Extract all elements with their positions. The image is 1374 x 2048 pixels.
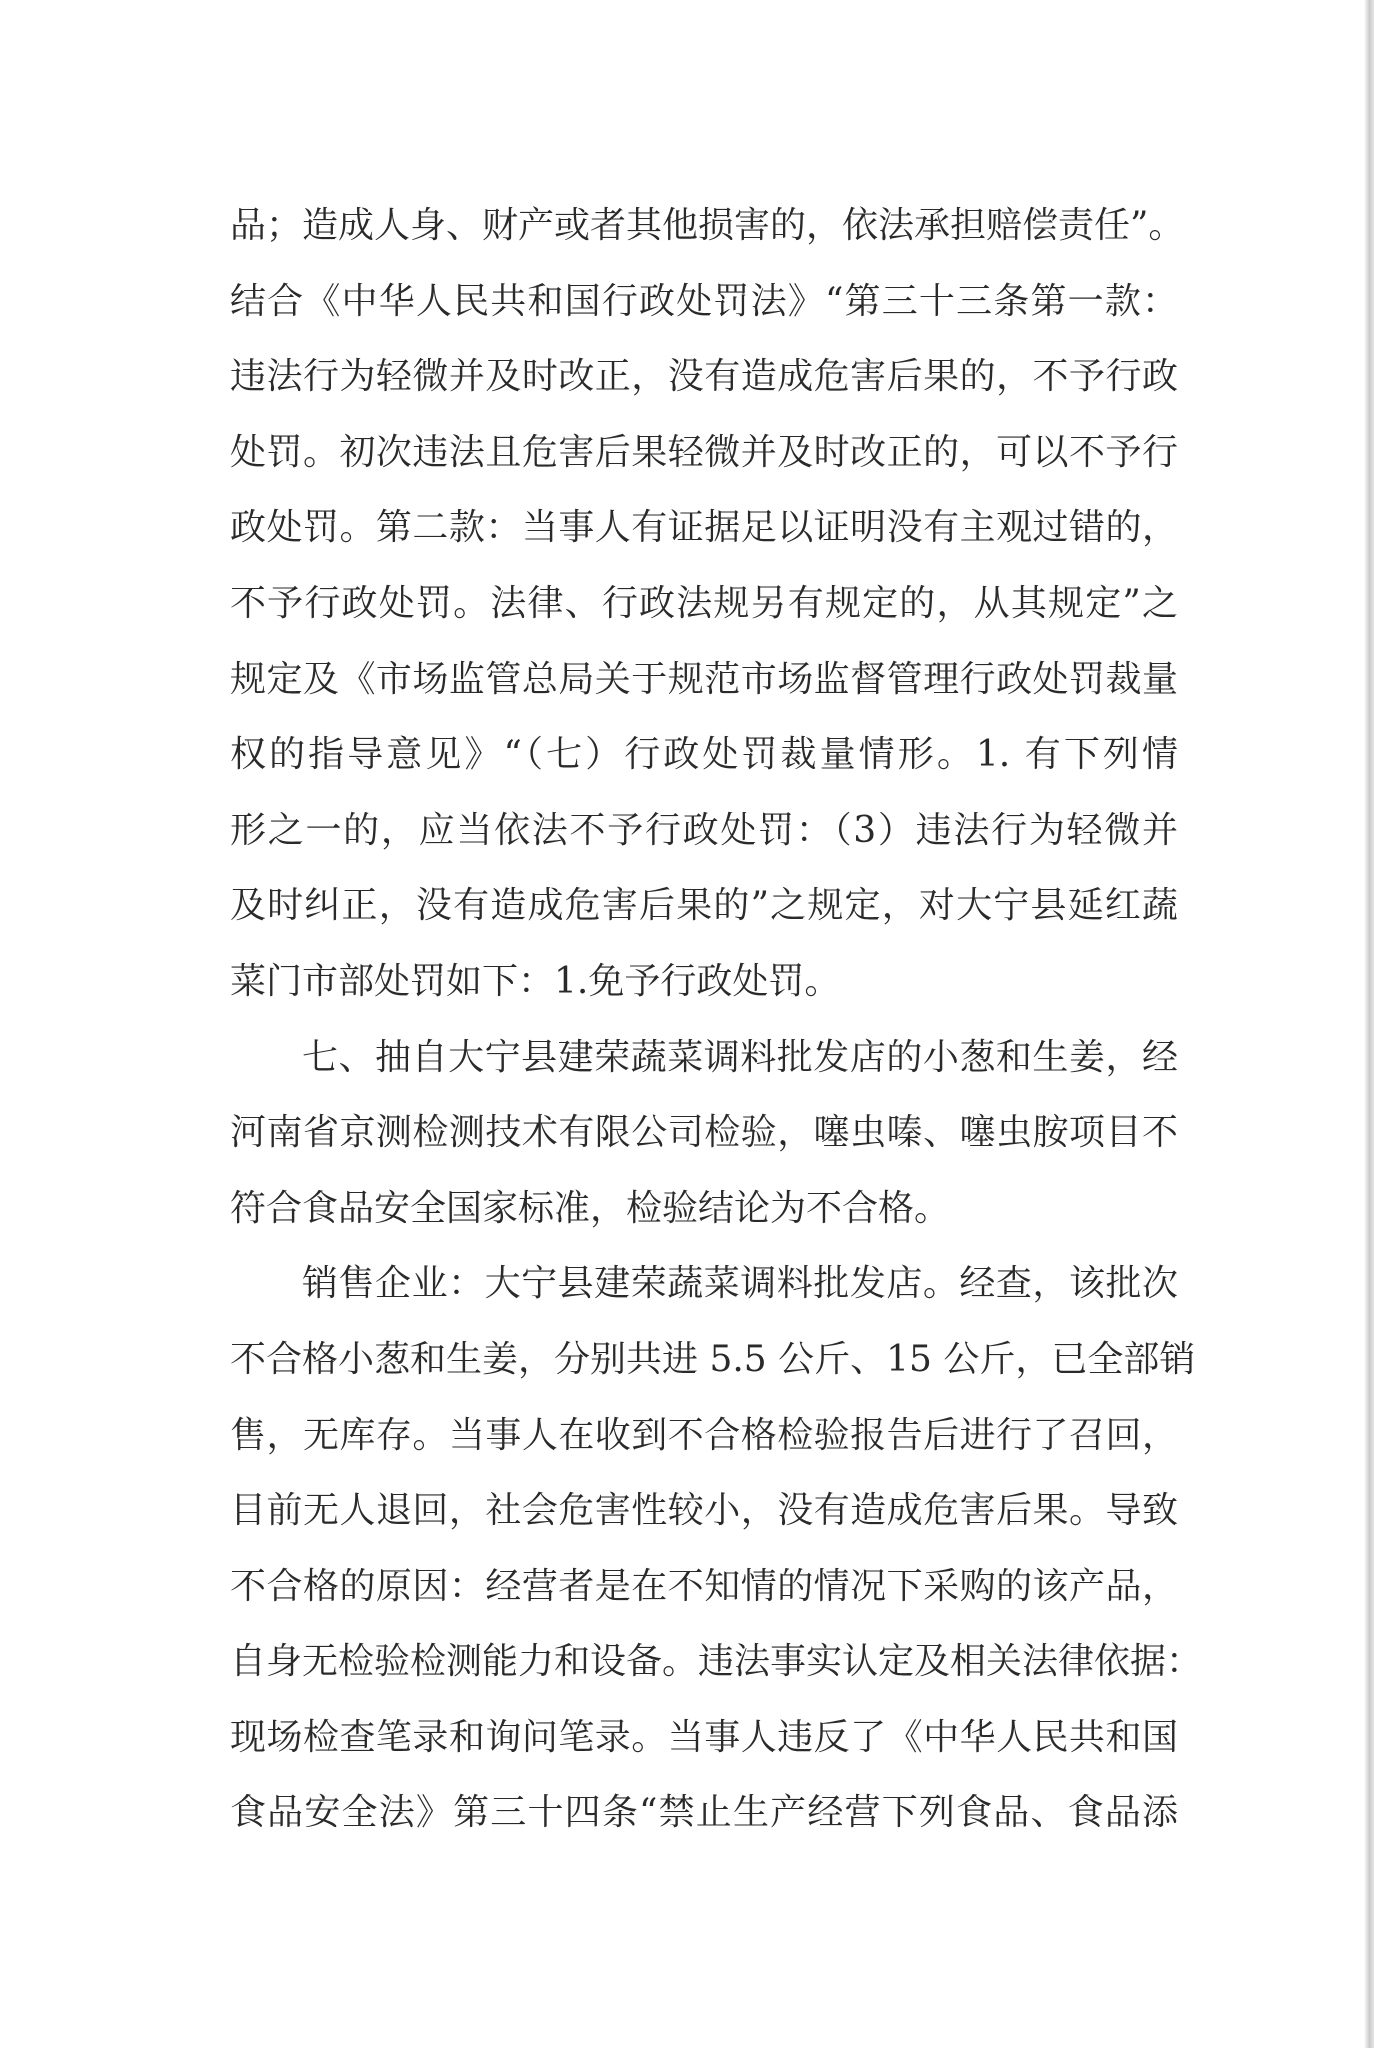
page-edge-shadow — [1364, 0, 1374, 2048]
text-line: 菜门市部处罚如下：1.免予行政处罚。 — [230, 960, 841, 1002]
paragraph-penalty-basis — [230, 188, 1185, 1020]
text-line: 规定及《市场监管总局关于规范市场监督管理行政处罚裁量 — [230, 658, 1178, 700]
text-line: 处罚。初次违法且危害后果轻微并及时改正的，可以不予行 — [230, 431, 1178, 473]
text-line: 违法行为轻微并及时改正，没有造成危害后果的，不予行政 — [230, 356, 1178, 398]
text-line: 权的指导意见》“（七）行政处罚裁量情形。1. 有下列情 — [230, 734, 1178, 776]
text-line: 不合格的原因：经营者是在不知情的情况下采购的该产品， — [230, 1565, 1178, 1607]
text-line: 符合食品安全国家标准，检验结论为不合格。 — [230, 1187, 951, 1229]
paragraph-sales-enterprise — [230, 1246, 1203, 1851]
text-line: 政处罚。第二款：当事人有证据足以证明没有主观过错的， — [230, 507, 1178, 549]
text-line: 现场检查笔录和询问笔录。当事人违反了《中华人民共和国 — [230, 1716, 1178, 1758]
text-line: 结合《中华人民共和国行政处罚法》“第三十三条第一款： — [230, 280, 1178, 322]
text-line: 七、抽自大宁县建荣蔬菜调料批发店的小葱和生姜，经 — [302, 1036, 1178, 1078]
text-line: 不合格小葱和生姜，分别共进 5.5 公斤、15 公斤，已全部销 — [230, 1338, 1196, 1380]
text-line: 目前无人退回，社会危害性较小，没有造成危害后果。导致 — [230, 1490, 1178, 1532]
text-line: 品；造成人身、财产或者其他损害的，依法承担赔偿责任”。 — [230, 205, 1185, 246]
text-line: 形之一的，应当依法不予行政处罚：（3）违法行为轻微并 — [230, 809, 1178, 851]
text-line: 自身无检验检测能力和设备。违法事实认定及相关法律依据： — [230, 1641, 1203, 1683]
paragraph-item-seven — [230, 1020, 1178, 1247]
text-line: 食品安全法》第三十四条“禁止生产经营下列食品、食品添 — [230, 1792, 1178, 1834]
text-line: 售，无库存。当事人在收到不合格检验报告后进行了召回， — [230, 1414, 1178, 1456]
text-line: 销售企业：大宁县建荣蔬菜调料批发店。经查，该批次 — [302, 1263, 1178, 1305]
text-line: 河南省京测检测技术有限公司检验，噻虫嗪、噻虫胺项目不 — [230, 1112, 1178, 1154]
text-line: 不予行政处罚。法律、行政法规另有规定的，从其规定”之 — [230, 582, 1178, 624]
text-line: 及时纠正，没有造成危害后果的”之规定，对大宁县延红蔬 — [230, 885, 1178, 927]
document-body — [230, 188, 1203, 1851]
